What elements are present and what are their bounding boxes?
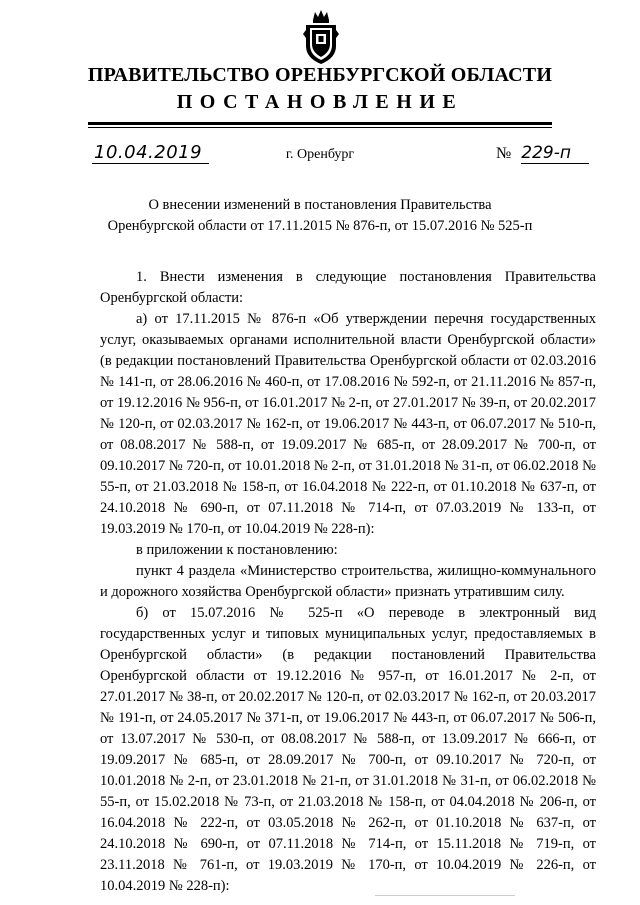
page-edge-mark	[375, 895, 515, 904]
header-divider-thin	[88, 127, 552, 128]
document-number: 229-п	[521, 143, 589, 164]
body-paragraph: 1. Внести изменения в следующие постановления Правительства Оренбургской области:	[100, 269, 596, 306]
body-paragraph: б) от 15.07.2016 № 525-п «О переводе в электронный вид государственных услуг и типовых муниципальных услуг, предоставляемых в Оренбургской области» (в редакции постановлений Правительства Оренбургской области от 19.12.2016 № 957-п, от 16.01.2017 № 2-п, от 27.01.2017 № 38-п, от 20.02.2017 № 120-п, от 02.03.2017 № 162-п, от 20.03.2017 № 191-п, от 24.05.2017 № 371-п, от 19.06.2017 № 443-п, от 06.07.2017 № 506-п, от 13.07.2017 № 530-п, от 08.08.2017 № 588-п, от 13.09.2017 № 666-п, от 19.09.2017 № 685-п, от 28.09.2017 № 700-п, от 09.10.2017 № 720-п, от 10.01.2018 № 2-п, от 23.01.2018 № 21-п, от 31.01.2018 № 31-п, от 06.02.2018 № 55-п, от 15.02.2018 № 73-п, от 21.03.2018 № 158-п, от 04.04.2018 № 206-п, от 16.04.2018 № 222-п, от 03.05.2018 № 262-п, от 01.10.2018 № 637-п, от 24.10.2018 № 690-п, от 07.11.2018 № 714-п, от 15.11.2018 № 719-п, от 23.11.2018 № 761-п, от 19.03.2019 № 170-п, от 10.04.2019 № 226-п, от 10.04.2019 № 228-п):	[100, 605, 596, 894]
header-divider-thick	[88, 122, 552, 125]
body-paragraph: пункт 4 раздела «Министерство строительства, жилищно-коммунального и дорожного хозяйства Оренбургской области» признать утратившим силу.	[100, 563, 596, 600]
body-paragraph: в приложении к постановлению:	[136, 542, 338, 558]
document-subject	[0, 195, 640, 237]
document-body	[100, 267, 596, 897]
subject-line: Оренбургской области от 17.11.2015 № 876-п, от 15.07.2016 № 525-п	[107, 218, 533, 234]
number-sign: №	[496, 145, 512, 162]
coat-of-arms-icon	[303, 8, 339, 66]
body-paragraph: а) от 17.11.2015 № 876-п «Об утверждении перечня государственных услуг, оказываемых органами исполнительной власти Оренбургской области» (в редакции постановлений Правительства Оренбургской области от 02.03.2016 № 141-п, от 28.06.2016 № 460-п, от 17.08.2016 № 592-п, от 21.11.2016 № 857-п, от 19.12.2016 № 956-п, от 16.01.2017 № 2-п, от 27.01.2017 № 39-п, от 20.02.2017 № 120-п, от 02.03.2017 № 162-п, от 19.06.2017 № 443-п, от 06.07.2017 № 510-п, от 08.08.2017 № 588-п, от 19.09.2017 № 685-п, от 28.09.2017 № 700-п, от 09.10.2017 № 720-п, от 10.01.2018 № 2-п, от 31.01.2018 № 31-п, от 06.02.2018 № 55-п, от 21.03.2018 № 158-п, от 16.04.2018 № 222-п, от 01.10.2018 № 637-п, от 24.10.2018 № 690-п, от 07.11.2018 № 714-п, от 07.03.2019 № 133-п, от 19.03.2019 № 170-п, от 10.04.2019 № 228-п):	[100, 311, 596, 537]
document-date: 10.04.2019	[92, 143, 209, 164]
document-type: ПОСТАНОВЛЕНИЕ	[176, 91, 464, 113]
document-city: г. Оренбург	[285, 147, 355, 162]
subject-line: О внесении изменений в постановления Правительства	[148, 197, 492, 213]
organization-title: ПРАВИТЕЛЬСТВО ОРЕНБУРГСКОЙ ОБЛАСТИ	[87, 64, 553, 86]
document-number-block	[496, 143, 606, 164]
